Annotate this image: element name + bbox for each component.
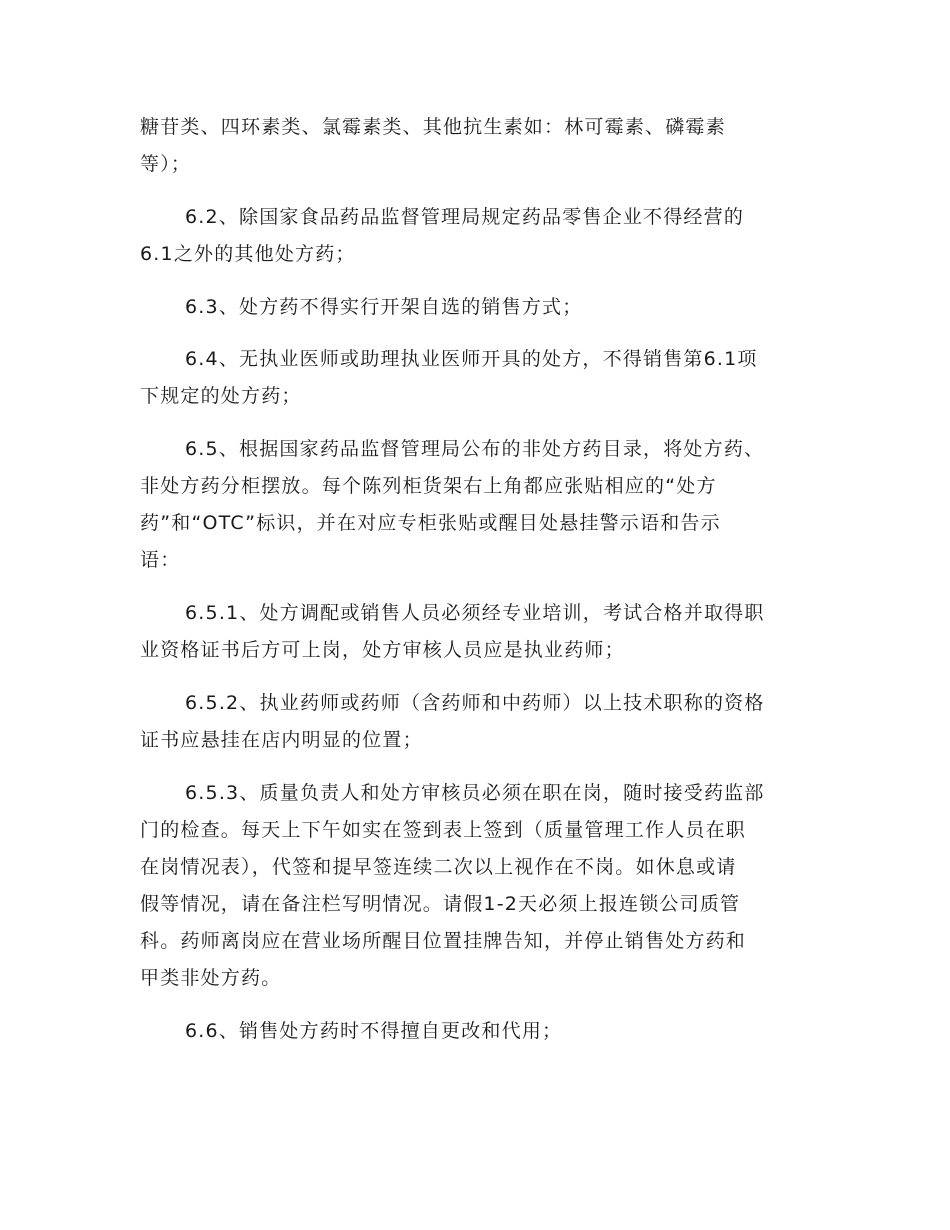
- paragraph-6-5-3-line-1: 6.5.3、质量负责人和处方审核员必须在职在岗，随时接受药监部: [185, 782, 765, 804]
- paragraph-6-5-3-line-6: 甲类非处方药。: [140, 967, 282, 989]
- paragraph-6-5-1-line-2: 业资格证书后方可上岗，处方审核人员应是执业药师；: [140, 639, 625, 661]
- paragraph-6-2-line-2: 6.1之外的其他处方药；: [140, 243, 356, 265]
- paragraph-6-6: 6.6、销售处方药时不得擅自更改和代用；: [185, 1020, 563, 1042]
- paragraph-6-5-3-line-5: 科。药师离岗应在营业场所醒目位置挂牌告知，并停止销售处方药和: [140, 930, 747, 952]
- paragraph-6-5-3-line-2: 门的检查。每天上下午如实在签到表上签到（质量管理工作人员在职: [140, 819, 747, 841]
- paragraph-6-5-1-line-1: 6.5.1、处方调配或销售人员必须经专业培训，考试合格并取得职: [185, 602, 765, 624]
- text-line: 糖苷类、四环素类、氯霉素类、其他抗生素如：林可霉素、磷霉素: [140, 116, 726, 138]
- text-line: 等）；: [140, 153, 192, 175]
- paragraph-6-5-3-line-4: 假等情况，请在备注栏写明情况。请假1-2天必须上报连锁公司质管: [140, 893, 741, 915]
- paragraph-6-2-line-1: 6.2、除国家食品药品监督管理局规定药品零售企业不得经营的: [185, 206, 745, 228]
- paragraph-6-3: 6.3、处方药不得实行开架自选的销售方式；: [185, 296, 583, 318]
- paragraph-6-5-line-3: 药”和“OTC”标识，并在对应专柜张贴或醒目处悬挂警示语和告示: [140, 512, 721, 534]
- paragraph-6-4-line-1: 6.4、无执业医师或助理执业医师开具的处方，不得销售第6.1项: [185, 348, 758, 370]
- paragraph-6-4-line-2: 下规定的处方药；: [140, 385, 302, 407]
- paragraph-6-5-line-4: 语：: [140, 549, 181, 571]
- paragraph-6-5-line-2: 非处方药分柜摆放。每个陈列柜货架右上角都应张贴相应的“处方: [140, 475, 717, 497]
- paragraph-6-5-2-line-1: 6.5.2、执业药师或药师（含药师和中药师）以上技术职称的资格: [185, 692, 765, 714]
- paragraph-6-5-line-1: 6.5、根据国家药品监督管理局公布的非处方药目录，将处方药、: [185, 438, 765, 460]
- paragraph-6-5-2-line-2: 证书应悬挂在店内明显的位置；: [140, 729, 423, 751]
- paragraph-6-5-3-line-3: 在岗情况表），代签和提早签连续二次以上视作在不岗。如休息或请: [140, 856, 737, 878]
